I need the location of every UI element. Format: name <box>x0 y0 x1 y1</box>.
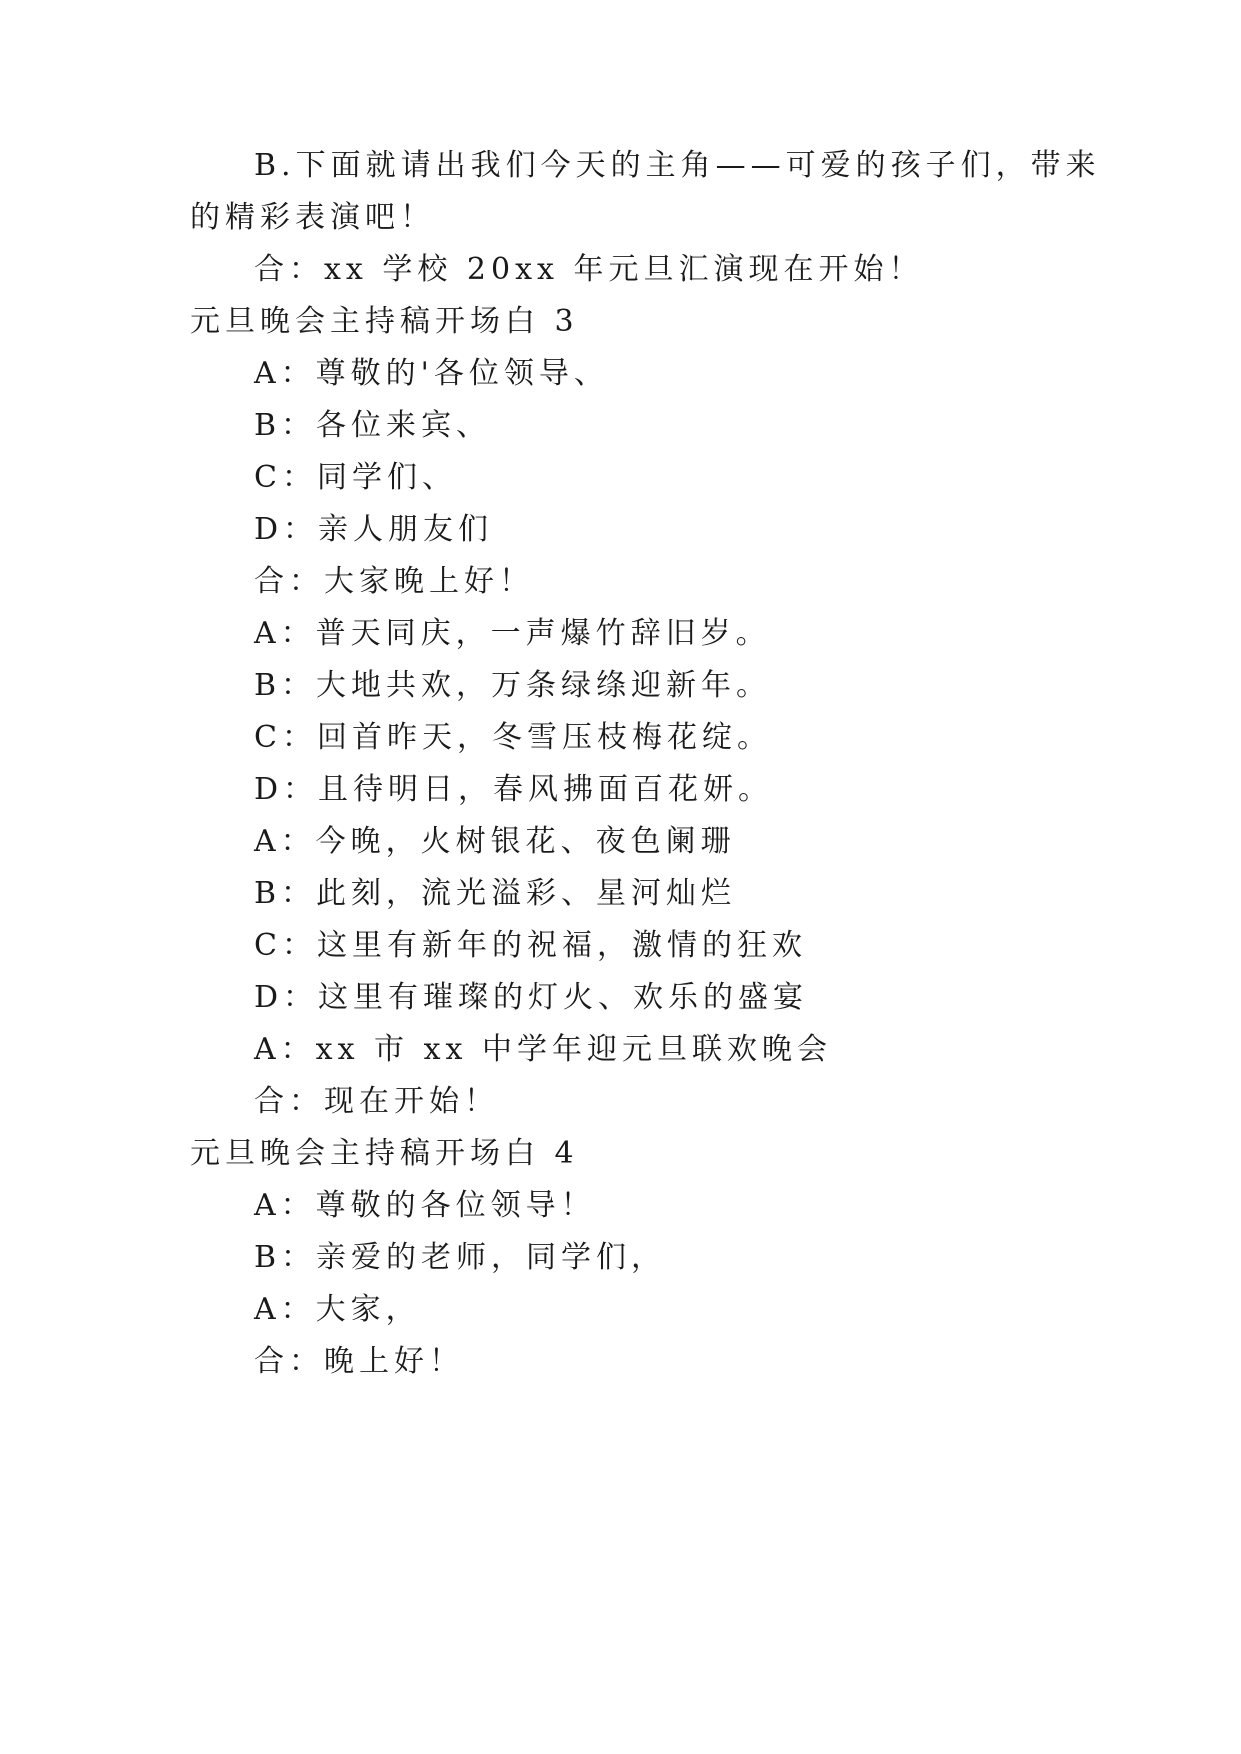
paragraph-line: B.下面就请出我们今天的主角——可爱的孩子们，带来 <box>254 148 1101 183</box>
dialogue-line: A：大家， <box>254 1292 421 1327</box>
dialogue-line: C：同学们、 <box>254 460 457 495</box>
paragraph-line: 合：xx 学校 20xx 年元旦汇演现在开始！ <box>254 252 924 287</box>
dialogue-line: B：亲爱的老师，同学们， <box>254 1240 667 1275</box>
dialogue-line: 合：大家晚上好！ <box>254 564 534 599</box>
dialogue-line: D：这里有璀璨的灯火、欢乐的盛宴 <box>254 980 809 1015</box>
dialogue-line: A：尊敬的'各位领导、 <box>254 356 609 391</box>
dialogue-line: B：此刻，流光溢彩、星河灿烂 <box>254 876 737 911</box>
dialogue-line: D：且待明日，春风拂面百花妍。 <box>254 772 774 807</box>
dialogue-line: 合：现在开始！ <box>254 1084 499 1119</box>
section-heading: 元旦晚会主持稿开场白 3 <box>190 304 579 339</box>
dialogue-line: 合：晚上好！ <box>254 1344 464 1379</box>
dialogue-line: A：xx 市 xx 中学年迎元旦联欢晚会 <box>254 1032 832 1067</box>
dialogue-line: C：回首昨天，冬雪压枝梅花绽。 <box>254 720 772 755</box>
section-heading: 元旦晚会主持稿开场白 4 <box>190 1136 579 1171</box>
dialogue-line: A：尊敬的各位领导！ <box>254 1188 596 1223</box>
dialogue-line: D：亲人朋友们 <box>254 512 494 547</box>
dialogue-line: A：普天同庆，一声爆竹辞旧岁。 <box>254 616 771 651</box>
paragraph-line: 的精彩表演吧！ <box>190 200 435 235</box>
dialogue-line: C：这里有新年的祝福，激情的狂欢 <box>254 928 807 963</box>
dialogue-line: B：大地共欢，万条绿绦迎新年。 <box>254 668 772 703</box>
dialogue-line: B：各位来宾、 <box>254 408 492 443</box>
dialogue-line: A：今晚，火树银花、夜色阑珊 <box>254 824 736 859</box>
